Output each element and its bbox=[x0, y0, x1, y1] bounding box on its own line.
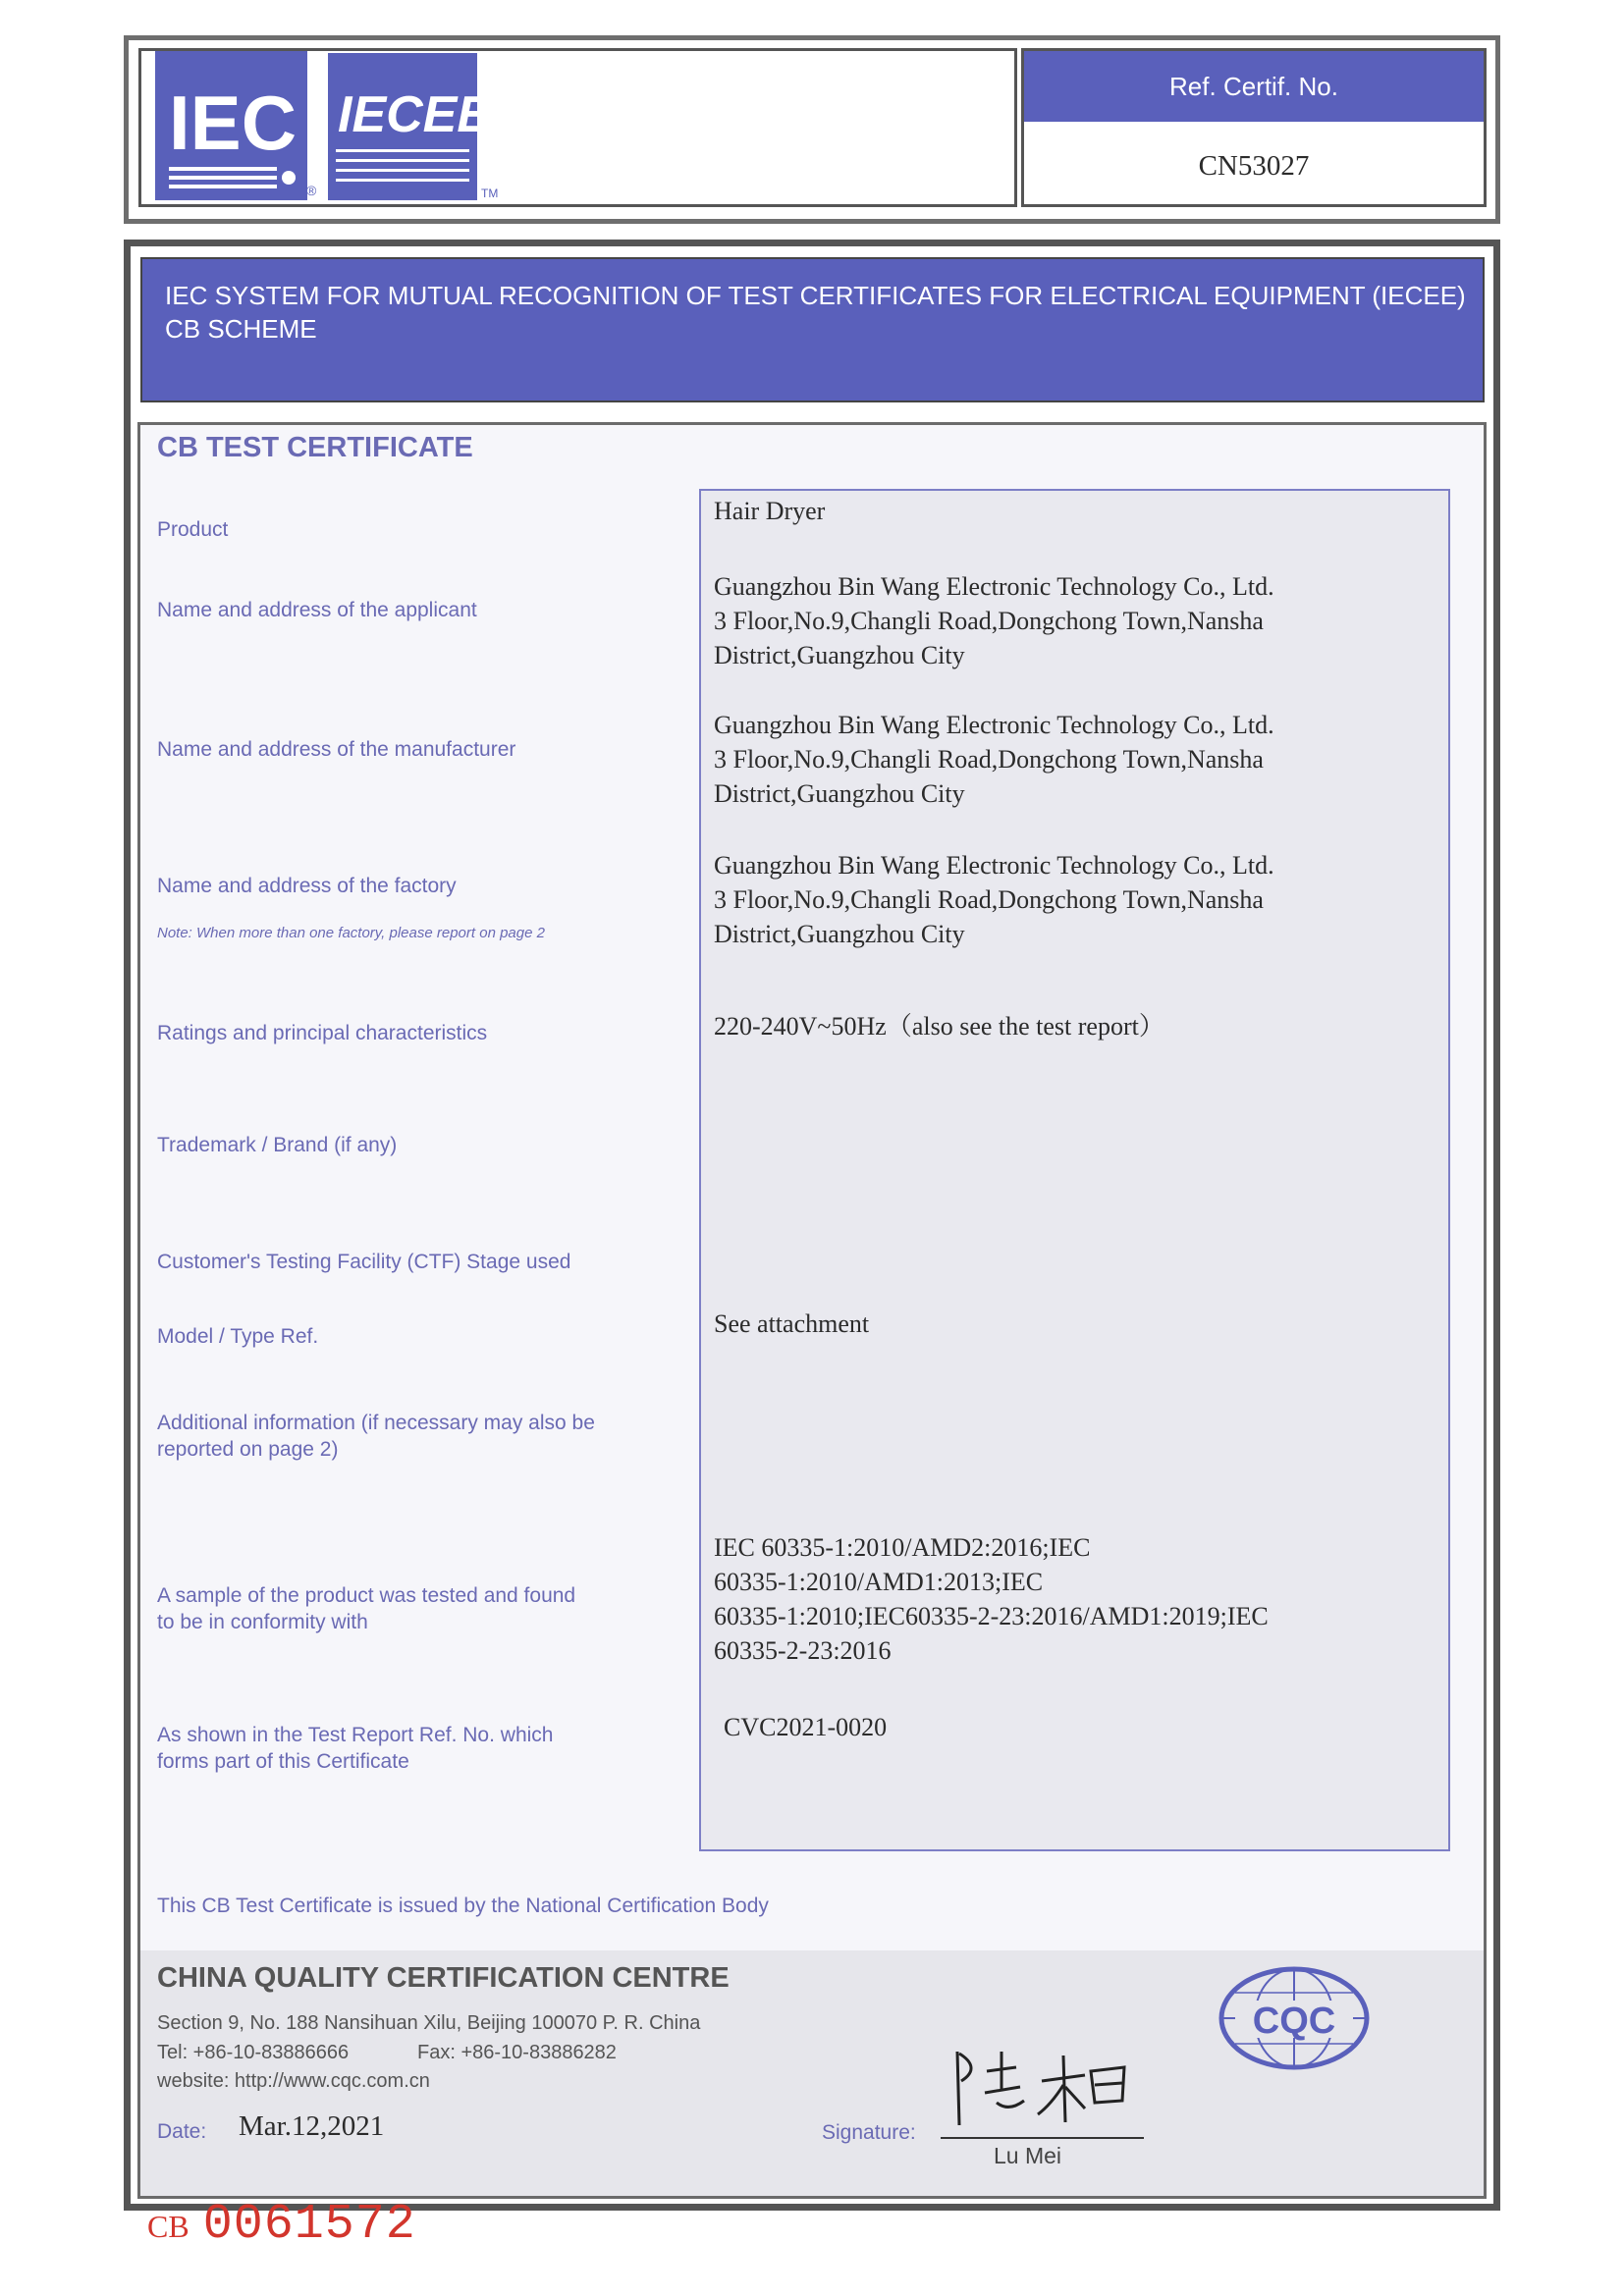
label-conformity-line-1: A sample of the product was tested and found bbox=[157, 1584, 576, 1607]
iec-logo-text: IEC bbox=[169, 80, 298, 166]
issuer-address: Section 9, No. 188 Nansihuan Xilu, Beijing 100070 P. R. China bbox=[157, 2012, 701, 2034]
value-factory bbox=[714, 848, 1274, 951]
ref-number: CN53027 bbox=[1198, 149, 1310, 182]
value-applicant-line-2: 3 Floor,No.9,Changli Road,Dongchong Town,Nansha bbox=[714, 607, 1264, 635]
value-applicant-line-3: District,Guangzhou City bbox=[714, 641, 965, 669]
value-ratings: 220-240V~50Hz（also see the test report） bbox=[714, 1012, 1164, 1041]
value-product: Hair Dryer bbox=[714, 497, 826, 525]
value-applicant bbox=[714, 569, 1274, 672]
iecee-logo bbox=[328, 53, 477, 200]
scheme-title: IEC SYSTEM FOR MUTUAL RECOGNITION OF TEST CERTIFICATES FOR ELECTRICAL EQUIPMENT (IECEE) CB SCHEME bbox=[165, 281, 1466, 344]
issuer-tel: Tel: +86-10-83886666 bbox=[157, 2042, 350, 2063]
iecee-logo-text: IECEE bbox=[338, 86, 477, 143]
label-additional-line-1: Additional information (if necessary may also be bbox=[157, 1412, 595, 1434]
label-test-report-line-2: forms part of this Certificate bbox=[157, 1750, 409, 1773]
value-conformity bbox=[714, 1530, 1269, 1668]
label-test-report bbox=[157, 1722, 553, 1775]
trademark-mark: TM bbox=[481, 187, 499, 200]
label-additional bbox=[157, 1410, 595, 1463]
serial-digits: 0061572 bbox=[202, 2197, 416, 2253]
issuer-fax: Fax: +86-10-83886282 bbox=[417, 2042, 617, 2063]
signatory-name: Lu Mei bbox=[994, 2143, 1062, 2168]
label-additional-line-2: reported on page 2) bbox=[157, 1438, 339, 1461]
value-manufacturer bbox=[714, 708, 1274, 811]
label-model: Model / Type Ref. bbox=[157, 1325, 319, 1348]
issue-date: Mar.12,2021 bbox=[239, 2110, 385, 2142]
signature-line bbox=[941, 2137, 1144, 2139]
value-conformity-line-3: 60335-1:2010;IEC60335-2-23:2016/AMD1:2019;IEC bbox=[714, 1602, 1269, 1630]
label-manufacturer: Name and address of the manufacturer bbox=[157, 738, 516, 761]
label-factory-note: Note: When more than one factory, please report on page 2 bbox=[157, 925, 545, 941]
value-factory-line-1: Guangzhou Bin Wang Electronic Technology Co., Ltd. bbox=[714, 851, 1274, 880]
label-conformity-line-2: to be in conformity with bbox=[157, 1611, 368, 1633]
label-product: Product bbox=[157, 518, 229, 541]
label-trademark: Trademark / Brand (if any) bbox=[157, 1134, 398, 1156]
value-manufacturer-line-1: Guangzhou Bin Wang Electronic Technology Co., Ltd. bbox=[714, 711, 1274, 739]
value-factory-line-3: District,Guangzhou City bbox=[714, 920, 965, 948]
issuer-website: website: http://www.cqc.com.cn bbox=[157, 2070, 430, 2092]
serial-number bbox=[147, 2197, 416, 2253]
issued-by-text: This CB Test Certificate is issued by the National Certification Body bbox=[157, 1895, 769, 1917]
value-manufacturer-line-3: District,Guangzhou City bbox=[714, 779, 965, 808]
serial-prefix: CB bbox=[147, 2209, 189, 2244]
value-conformity-line-2: 60335-1:2010/AMD1:2013;IEC bbox=[714, 1568, 1044, 1596]
value-conformity-line-1: IEC 60335-1:2010/AMD2:2016;IEC bbox=[714, 1533, 1091, 1562]
label-test-report-line-1: As shown in the Test Report Ref. No. which bbox=[157, 1724, 554, 1746]
label-factory: Name and address of the factory bbox=[157, 875, 457, 897]
value-conformity-line-4: 60335-2-23:2016 bbox=[714, 1636, 892, 1665]
label-applicant: Name and address of the applicant bbox=[157, 599, 477, 621]
cqc-logo bbox=[1216, 1963, 1373, 2073]
label-conformity bbox=[157, 1582, 575, 1635]
issuer-name: CHINA QUALITY CERTIFICATION CENTRE bbox=[157, 1962, 730, 1994]
value-test-report: CVC2021-0020 bbox=[724, 1713, 888, 1741]
value-model: See attachment bbox=[714, 1309, 870, 1338]
value-manufacturer-line-2: 3 Floor,No.9,Changli Road,Dongchong Town,Nansha bbox=[714, 745, 1264, 774]
certificate-title: CB TEST CERTIFICATE bbox=[157, 432, 473, 463]
iec-logo bbox=[155, 51, 307, 200]
label-ctf: Customer's Testing Facility (CTF) Stage used bbox=[157, 1251, 571, 1273]
label-ratings: Ratings and principal characteristics bbox=[157, 1022, 488, 1044]
value-factory-line-2: 3 Floor,No.9,Changli Road,Dongchong Town,Nansha bbox=[714, 885, 1264, 914]
cqc-logo-text: CQC bbox=[1252, 2001, 1336, 2042]
registered-mark: ® bbox=[306, 183, 317, 198]
value-applicant-line-1: Guangzhou Bin Wang Electronic Technology Co., Ltd. bbox=[714, 572, 1274, 601]
ref-label: Ref. Certif. No. bbox=[1024, 51, 1484, 122]
signature-label: Signature: bbox=[822, 2121, 916, 2144]
handwritten-signature bbox=[947, 2032, 1144, 2138]
date-label: Date: bbox=[157, 2120, 207, 2143]
